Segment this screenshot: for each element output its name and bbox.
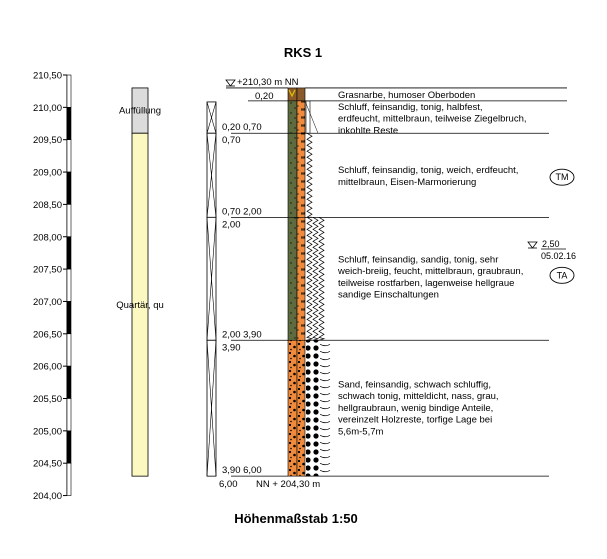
moisture-curve [320, 435, 330, 437]
consistency-bar [306, 101, 310, 133]
scale-tick-label: 207,00 [32, 296, 62, 308]
depth-pair-label: 0,20 0,70 [222, 122, 262, 134]
scale-bar-segment [67, 399, 71, 431]
top-level-triangle-icon [226, 80, 235, 86]
scale-tick-label: 208,50 [32, 199, 62, 211]
moisture-curve [320, 393, 330, 395]
groundwater-marker [528, 239, 576, 261]
scale-tick-label: 204,00 [32, 491, 62, 503]
stratigraphy-column [116, 88, 164, 476]
moisture-curve [320, 421, 330, 423]
layer-description-line: weich-breiig, feucht, mittelbraun, graubraun, [338, 266, 524, 278]
scale-tick-label: 210,00 [32, 102, 62, 114]
water-level-triangle-icon [528, 242, 537, 248]
scale-bar-segment [67, 172, 71, 204]
layer-fill-left [288, 340, 297, 476]
scale-tick-label: 210,50 [32, 70, 62, 82]
scale-bar-segment [67, 204, 71, 236]
layer-description-line: hellgraubraun, wenig bindige Anteile, [338, 402, 494, 414]
sample-badge-label: TA [556, 270, 568, 281]
top-level-marker [226, 77, 299, 88]
depth-pair-label: 0,70 2,00 [222, 206, 262, 218]
next-layer-top-label: 2,00 [222, 219, 241, 231]
layer-description-line: teilweise rostfarben, lagenweise hellgraue [338, 277, 515, 289]
soft-consistency-wave [307, 133, 312, 217]
moisture-curve [320, 400, 330, 402]
layer-description-line: sandige Einschaltungen [338, 289, 439, 301]
moisture-curve [320, 351, 330, 353]
very-soft-consistency-wave [307, 217, 312, 340]
layer-description-line: Grasnarbe, humoser Oberboden [338, 89, 476, 101]
scale-bar-segment [67, 463, 71, 495]
scale-bar-segment [67, 366, 71, 398]
layer-description-line: Schluff, feinsandig, tonig, weich, erdfeucht, [338, 165, 519, 177]
moisture-curve [320, 344, 330, 346]
scale-tick-label: 208,00 [32, 232, 62, 244]
moisture-curve [320, 358, 330, 360]
moisture-curve [320, 470, 330, 472]
moisture-curve [320, 463, 330, 465]
moisture-curve [320, 372, 330, 374]
strat-label: Auffüllung [118, 105, 162, 117]
strat-label: Quartär, qu [116, 300, 164, 311]
depth-label: 0,20 [255, 90, 274, 102]
scale-bar-segment [67, 75, 71, 107]
scale-bar-segment [67, 140, 71, 172]
chart-title: RKS 1 [283, 45, 323, 60]
layer-fill-right [297, 340, 305, 476]
moisture-curve [320, 456, 330, 458]
moisture-curve [320, 365, 330, 367]
scale-tick-label: 207,50 [32, 264, 62, 276]
density-dots [306, 340, 319, 476]
layer-labels [222, 88, 577, 477]
layer-description-line: Schluff, feinsandig, sandig, tonig, sehr [338, 254, 499, 266]
water-depth: 2,50 [542, 239, 560, 249]
layer-description-line: inkohlte Reste [338, 125, 399, 137]
layer-description-line: schwach tonig, mitteldicht, nass, grau, [338, 391, 499, 403]
layer-fill-left [288, 133, 297, 217]
scale-tick-label: 209,00 [32, 167, 62, 179]
very-soft-consistency-wave [319, 217, 324, 340]
bottom-level-label: NN + 204,30 m [256, 479, 321, 490]
moisture-curve [320, 449, 330, 451]
final-depth-label: 6,00 [219, 479, 238, 490]
layer-description-line: 5,6m-5,7m [338, 426, 384, 438]
top-level-label: +210,30 m NN [237, 77, 299, 88]
layer-fill-left [288, 101, 297, 133]
sample-badge-label: TM [555, 172, 569, 183]
layer-fill-right [297, 133, 305, 217]
layer-description-line: Schluff, feinsandig, tonig, halbfest, [338, 101, 483, 113]
scale-tick-label: 206,50 [32, 329, 62, 341]
scale-tick-label: 204,50 [32, 458, 62, 470]
scale-tick-label: 209,50 [32, 135, 62, 147]
moisture-curve [320, 442, 330, 444]
layer-description-line: mittelbraun, Eisen-Marmorierung [338, 177, 477, 189]
elevation-scale [33, 71, 71, 503]
water-date: 05.02.16 [541, 251, 577, 261]
layer-description-line: Sand, feinsandig, schwach schluffig, [338, 379, 491, 391]
moisture-curve [320, 386, 330, 388]
depth-pair-label: 3,90 6,00 [222, 465, 262, 477]
very-soft-consistency-wave [313, 217, 318, 340]
scale-tick-label: 206,00 [32, 361, 62, 373]
scale-bar-segment [67, 431, 71, 463]
scale-caption: Höhenmaßstab 1:50 [234, 511, 358, 526]
depth-pair-label: 2,00 3,90 [222, 329, 262, 341]
next-layer-top-label: 3,90 [222, 342, 241, 354]
scale-bar-segment [67, 107, 71, 139]
moisture-curve [320, 379, 330, 381]
moisture-curve [320, 414, 330, 416]
layer-fill-right [297, 217, 305, 340]
scale-tick-label: 205,50 [32, 394, 62, 405]
scale-bar-segment [67, 301, 71, 333]
sampling-cross-column [207, 102, 216, 476]
scale-bar-segment [67, 269, 71, 301]
layer-fill-left [288, 217, 297, 340]
moisture-curve [320, 407, 330, 409]
moisture-curve [320, 428, 330, 430]
layer-fill-right [297, 101, 305, 133]
layer-description-line: erdfeucht, mittelbraun, teilweise Ziegelbruch, [338, 113, 527, 125]
layer-description-line: vereinzelt Holzreste, torfige Lage bei [338, 414, 493, 426]
scale-bar-segment [67, 237, 71, 269]
borehole-column [288, 88, 330, 476]
scale-bar-segment [67, 334, 71, 366]
scale-tick-label: 205,00 [32, 426, 62, 438]
layer-fill-right [297, 88, 305, 101]
next-layer-top-label: 0,70 [222, 135, 241, 147]
